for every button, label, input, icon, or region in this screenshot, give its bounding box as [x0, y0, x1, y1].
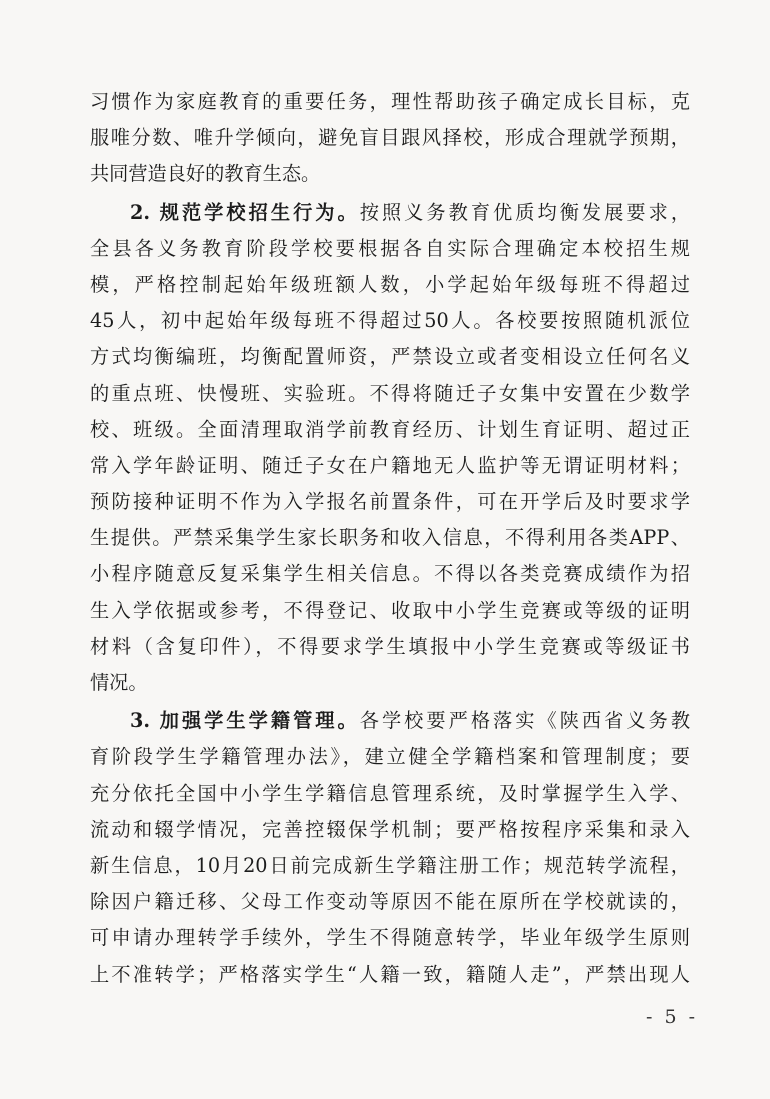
paragraph-continuation: [90, 84, 690, 193]
text-line: 45人，初中起始年级每班不得超过50人。各校要按照随机派位: [90, 309, 690, 333]
text-line: 预防接种证明不作为入学报名前置条件，可在开学后及时要求学: [90, 490, 690, 514]
text-line: 常入学年龄证明、随迁子女在户籍地无人监护等无谓证明材料；: [90, 453, 690, 477]
text-line: 方式均衡编班，均衡配置师资，严禁设立或者变相设立任何名义: [90, 345, 690, 369]
text-line: 模，严格控制起始年级班额人数，小学起始年级每班不得超过: [90, 272, 690, 296]
text-line: 新生信息，10月20日前完成新生学籍注册工作；规范转学流程，: [90, 853, 690, 877]
text-line: 充分依托全国中小学生学籍信息管理系统，及时掌握学生入学、: [90, 781, 690, 805]
text-line: 育阶段学生学籍管理办法》，建立健全学籍档案和管理制度；要: [90, 745, 690, 769]
text-span: 按照义务教育优质均衡发展要求，: [359, 200, 691, 224]
text-span: 各学校要严格落实《陕西省义务教: [359, 709, 691, 733]
text-line: 情况。: [90, 671, 148, 694]
text-line: 全县各义务教育阶段学校要根据各自实际合理确定本校招生规: [90, 236, 690, 260]
text-line: 的重点班、快慢班、实验班。不得将随迁子女集中安置在少数学: [90, 381, 690, 405]
text-line: [90, 703, 690, 739]
text-line: 除因户籍迁移、父母工作变动等原因不能在原所在学校就读的，: [90, 890, 690, 914]
page-number: - 5 -: [645, 1006, 698, 1028]
text-line: 生入学依据或参考，不得登记、收取中小学生竞赛或等级的证明: [90, 598, 690, 622]
section-heading-enrollment: 2. 规范学校招生行为。: [130, 200, 360, 224]
paragraph-student-records: [90, 703, 690, 993]
text-line: 习惯作为家庭教育的重要任务，理性帮助孩子确定成长目标，克: [90, 90, 690, 113]
text-line: 校、班级。全面清理取消学前教育经历、计划生育证明、超过正: [90, 417, 690, 441]
text-line: 共同营造良好的教育生态。: [90, 162, 321, 186]
document-body: [90, 84, 690, 993]
text-line: 生提供。严禁采集学生家长职务和收入信息，不得利用各类APP、: [90, 526, 690, 550]
text-line: 流动和辍学情况，完善控辍保学机制；要严格按程序采集和录入: [90, 817, 690, 841]
text-line: 材料（含复印件），不得要求学生填报中小学生竞赛或等级证书: [90, 634, 690, 658]
text-line: 可申请办理转学手续外，学生不得随意转学，毕业年级学生原则: [90, 926, 690, 950]
text-line: 服唯分数、唯升学倾向，避免盲目跟风择校，形成合理就学预期，: [90, 126, 690, 150]
text-line: 小程序随意反复采集学生相关信息。不得以各类竞赛成绩作为招: [90, 562, 690, 586]
text-line: 上不准转学；严格落实学生“人籍一致，籍随人走”，严禁出现人: [90, 962, 690, 986]
section-heading-student-records: 3. 加强学生学籍管理。: [130, 709, 360, 733]
text-line: [90, 195, 690, 231]
paragraph-enrollment: [90, 195, 690, 702]
